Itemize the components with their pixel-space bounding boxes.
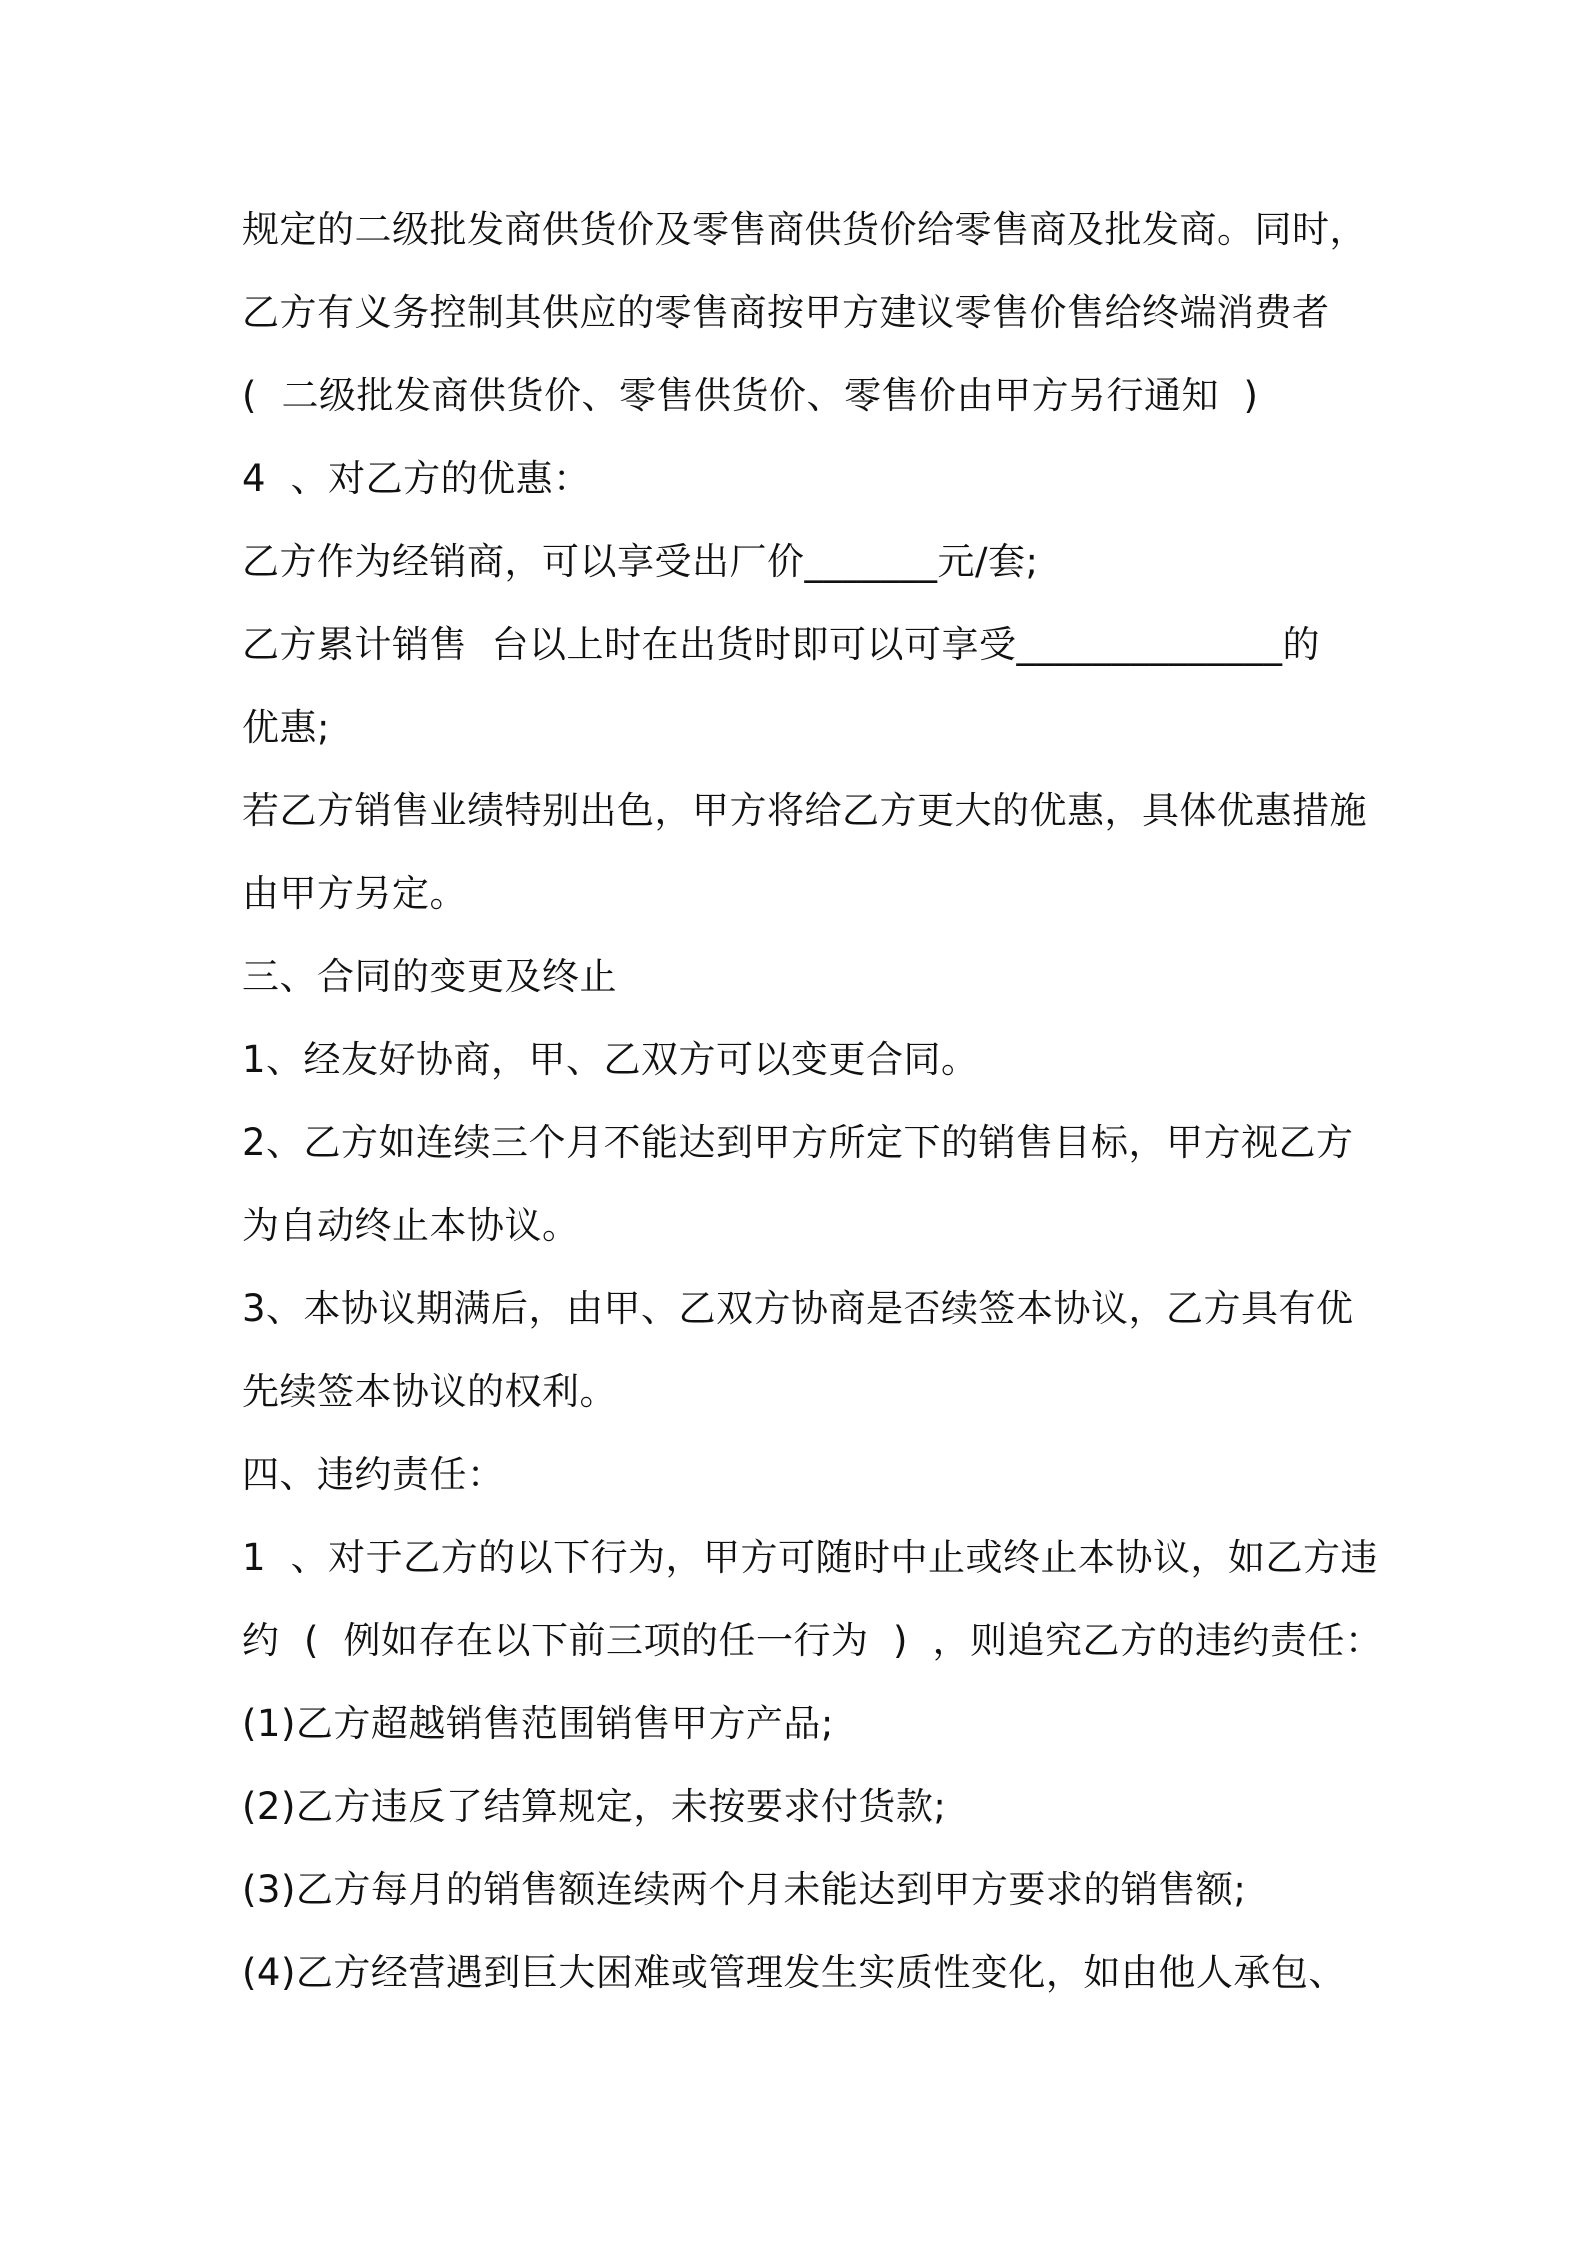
paragraph-line: 1 、对于乙方的以下行为，甲方可随时中止或终止本协议，如乙方违 [242,1536,1379,1579]
paragraph-line: 2、乙方如连续三个月不能达到甲方所定下的销售目标，甲方视乙方 [242,1121,1354,1164]
section-heading: 4 、对乙方的优惠： [242,457,591,500]
paragraph-line: 约 ( 例如存在以下前三项的任一行为 ) ，则追究乙方的违约责任： [242,1619,1383,1662]
section-heading: 三、合同的变更及终止 [242,955,617,998]
paragraph-line: 规定的二级批发商供货价及零售商供货价给零售商及批发商。同时， [242,208,1367,251]
paragraph-line: 由甲方另定。 [242,872,467,915]
paragraph-line: 乙方累计销售 台以上时在出货时即可以可享受______________的 [242,623,1321,666]
paragraph-line: ( 二级批发商供货价、零售供货价、零售价由甲方另行通知 ) [242,374,1259,417]
paragraph-line: 1、经友好协商，甲、乙双方可以变更合同。 [242,1038,979,1081]
paragraph-line: 若乙方销售业绩特别出色，甲方将给乙方更大的优惠，具体优惠措施 [242,789,1367,832]
list-item: (2)乙方违反了结算规定，未按要求付货款; [242,1785,947,1828]
list-item: (3)乙方每月的销售额连续两个月未能达到甲方要求的销售额; [242,1868,1247,1911]
section-heading: 四、违约责任： [242,1453,505,1496]
list-item: (4)乙方经营遇到巨大困难或管理发生实质性变化，如由他人承包、 [242,1951,1346,1994]
paragraph-line: 为自动终止本协议。 [242,1204,580,1247]
paragraph-line: 先续签本协议的权利。 [242,1370,617,1413]
paragraph-line: 乙方作为经销商，可以享受出厂价_______元/套; [242,540,1039,583]
paragraph-line: 优惠; [242,706,330,749]
list-item: (1)乙方超越销售范围销售甲方产品; [242,1702,834,1745]
paragraph-line: 3、本协议期满后，由甲、乙双方协商是否续签本协议，乙方具有优 [242,1287,1354,1330]
paragraph-line: 乙方有义务控制其供应的零售商按甲方建议零售价售给终端消费者 [242,291,1330,334]
